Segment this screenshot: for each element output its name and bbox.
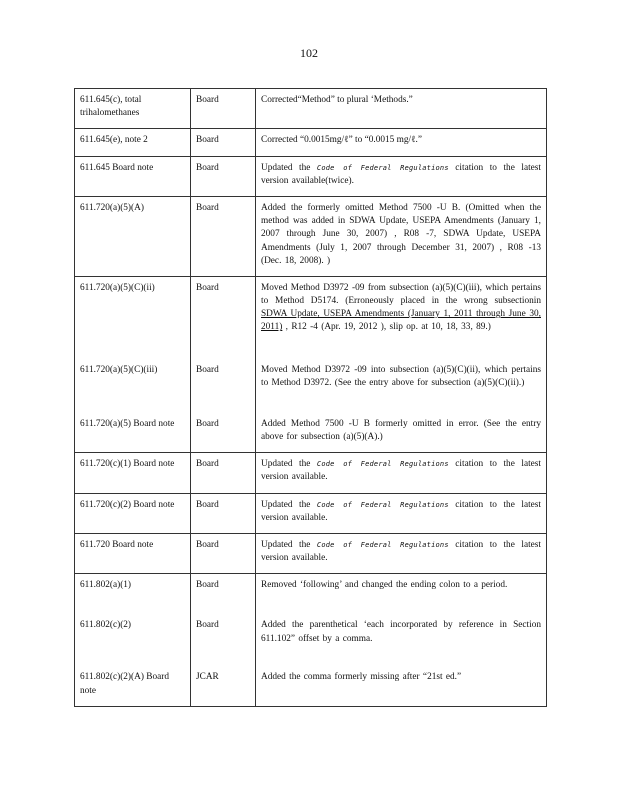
by-cell: Board xyxy=(191,89,256,129)
section-cell: 611.720(c)(1) Board note xyxy=(75,453,191,493)
changes-table xyxy=(74,88,547,707)
section-cell: 611.645(e), note 2 xyxy=(75,129,191,156)
by-cell: Board xyxy=(191,493,256,533)
by-cell: Board xyxy=(191,453,256,493)
by-cell: Board xyxy=(191,156,256,196)
change-cell: Corrected “0.0015mg/ℓ” to “0.0015 mg/ℓ.” xyxy=(256,129,547,156)
change-cell: Updated the Code of Federal Regulations citation to the latest version available. xyxy=(256,453,547,493)
table-row xyxy=(75,156,547,196)
section-cell: 611.720(c)(2) Board note xyxy=(75,493,191,533)
change-cell: Updated the Code of Federal Regulations citation to the latest version available(twice). xyxy=(256,156,547,196)
table-row xyxy=(75,89,547,129)
change-cell: Added the formerly omitted Method 7500 -U B. (Omitted when the method was added in SDWA Update, USEPA Amendments (January 1, 2007 through June 30, 2007) , R08 -7, SDWA Update, USEPA Amendments (July 1, 2007 through December 31, 2007) , R08 -13 (Dec. 18, 2008). ) xyxy=(256,196,547,276)
change-cell: Updated the Code of Federal Regulations citation to the latest version available. xyxy=(256,534,547,574)
table-row xyxy=(75,196,547,276)
table-row xyxy=(75,276,547,452)
section-cell: 611.720 Board note xyxy=(75,534,191,574)
by-cell: Board xyxy=(191,196,256,276)
page-number: 102 xyxy=(300,46,318,60)
by-cell: Board xyxy=(191,129,256,156)
change-cell: Removed ‘following’ and changed the ending colon to a period. Added the parenthetical ‘each incorporated by reference in Section 611.102” offset by a comma. Added the comma formerly missing after “21st ed.” xyxy=(256,574,547,706)
section-cell: 611.802(a)(1) 611.802(c)(2) 611.802(c)(2)(A) Board note xyxy=(75,574,191,706)
table-row xyxy=(75,493,547,533)
section-cell: 611.720(a)(5)(A) xyxy=(75,196,191,276)
change-cell: Updated the Code of Federal Regulations citation to the latest version available. xyxy=(256,493,547,533)
section-cell: 611.645 Board note xyxy=(75,156,191,196)
table-row xyxy=(75,574,547,706)
by-cell: Board xyxy=(191,534,256,574)
table-row xyxy=(75,129,547,156)
table-row xyxy=(75,534,547,574)
by-cell: Board Board Board xyxy=(191,276,256,452)
section-cell: 611.645(c), total trihalomethanes xyxy=(75,89,191,129)
change-cell: Corrected“Method” to plural ‘Methods.” xyxy=(256,89,547,129)
change-cell: Moved Method D3972 -09 from subsection (a)(5)(C)(iii), which pertains to Method D5174. (Erroneously placed in the wrong subsectionin SDWA Update, USEPA Amendments (January 1, 2011 through June 30, 2011) , R12 -4 (Apr. 19, 2012 ), slip op. at 10, 18, 33, 89.) Moved Method D3972 -09 into subsection (a)(5)(C)(ii), which pertains to Method D3972. (See the entry above for subsection (a)(5)(C)(ii).) Added Method 7500 -U B formerly omitted in error. (See the entry above for subsection (a)(5)(A).) xyxy=(256,276,547,452)
table-row xyxy=(75,453,547,493)
by-cell: Board Board JCAR xyxy=(191,574,256,706)
section-cell: 611.720(a)(5)(C)(ii) 611.720(a)(5)(C)(iii) 611.720(a)(5) Board note xyxy=(75,276,191,452)
